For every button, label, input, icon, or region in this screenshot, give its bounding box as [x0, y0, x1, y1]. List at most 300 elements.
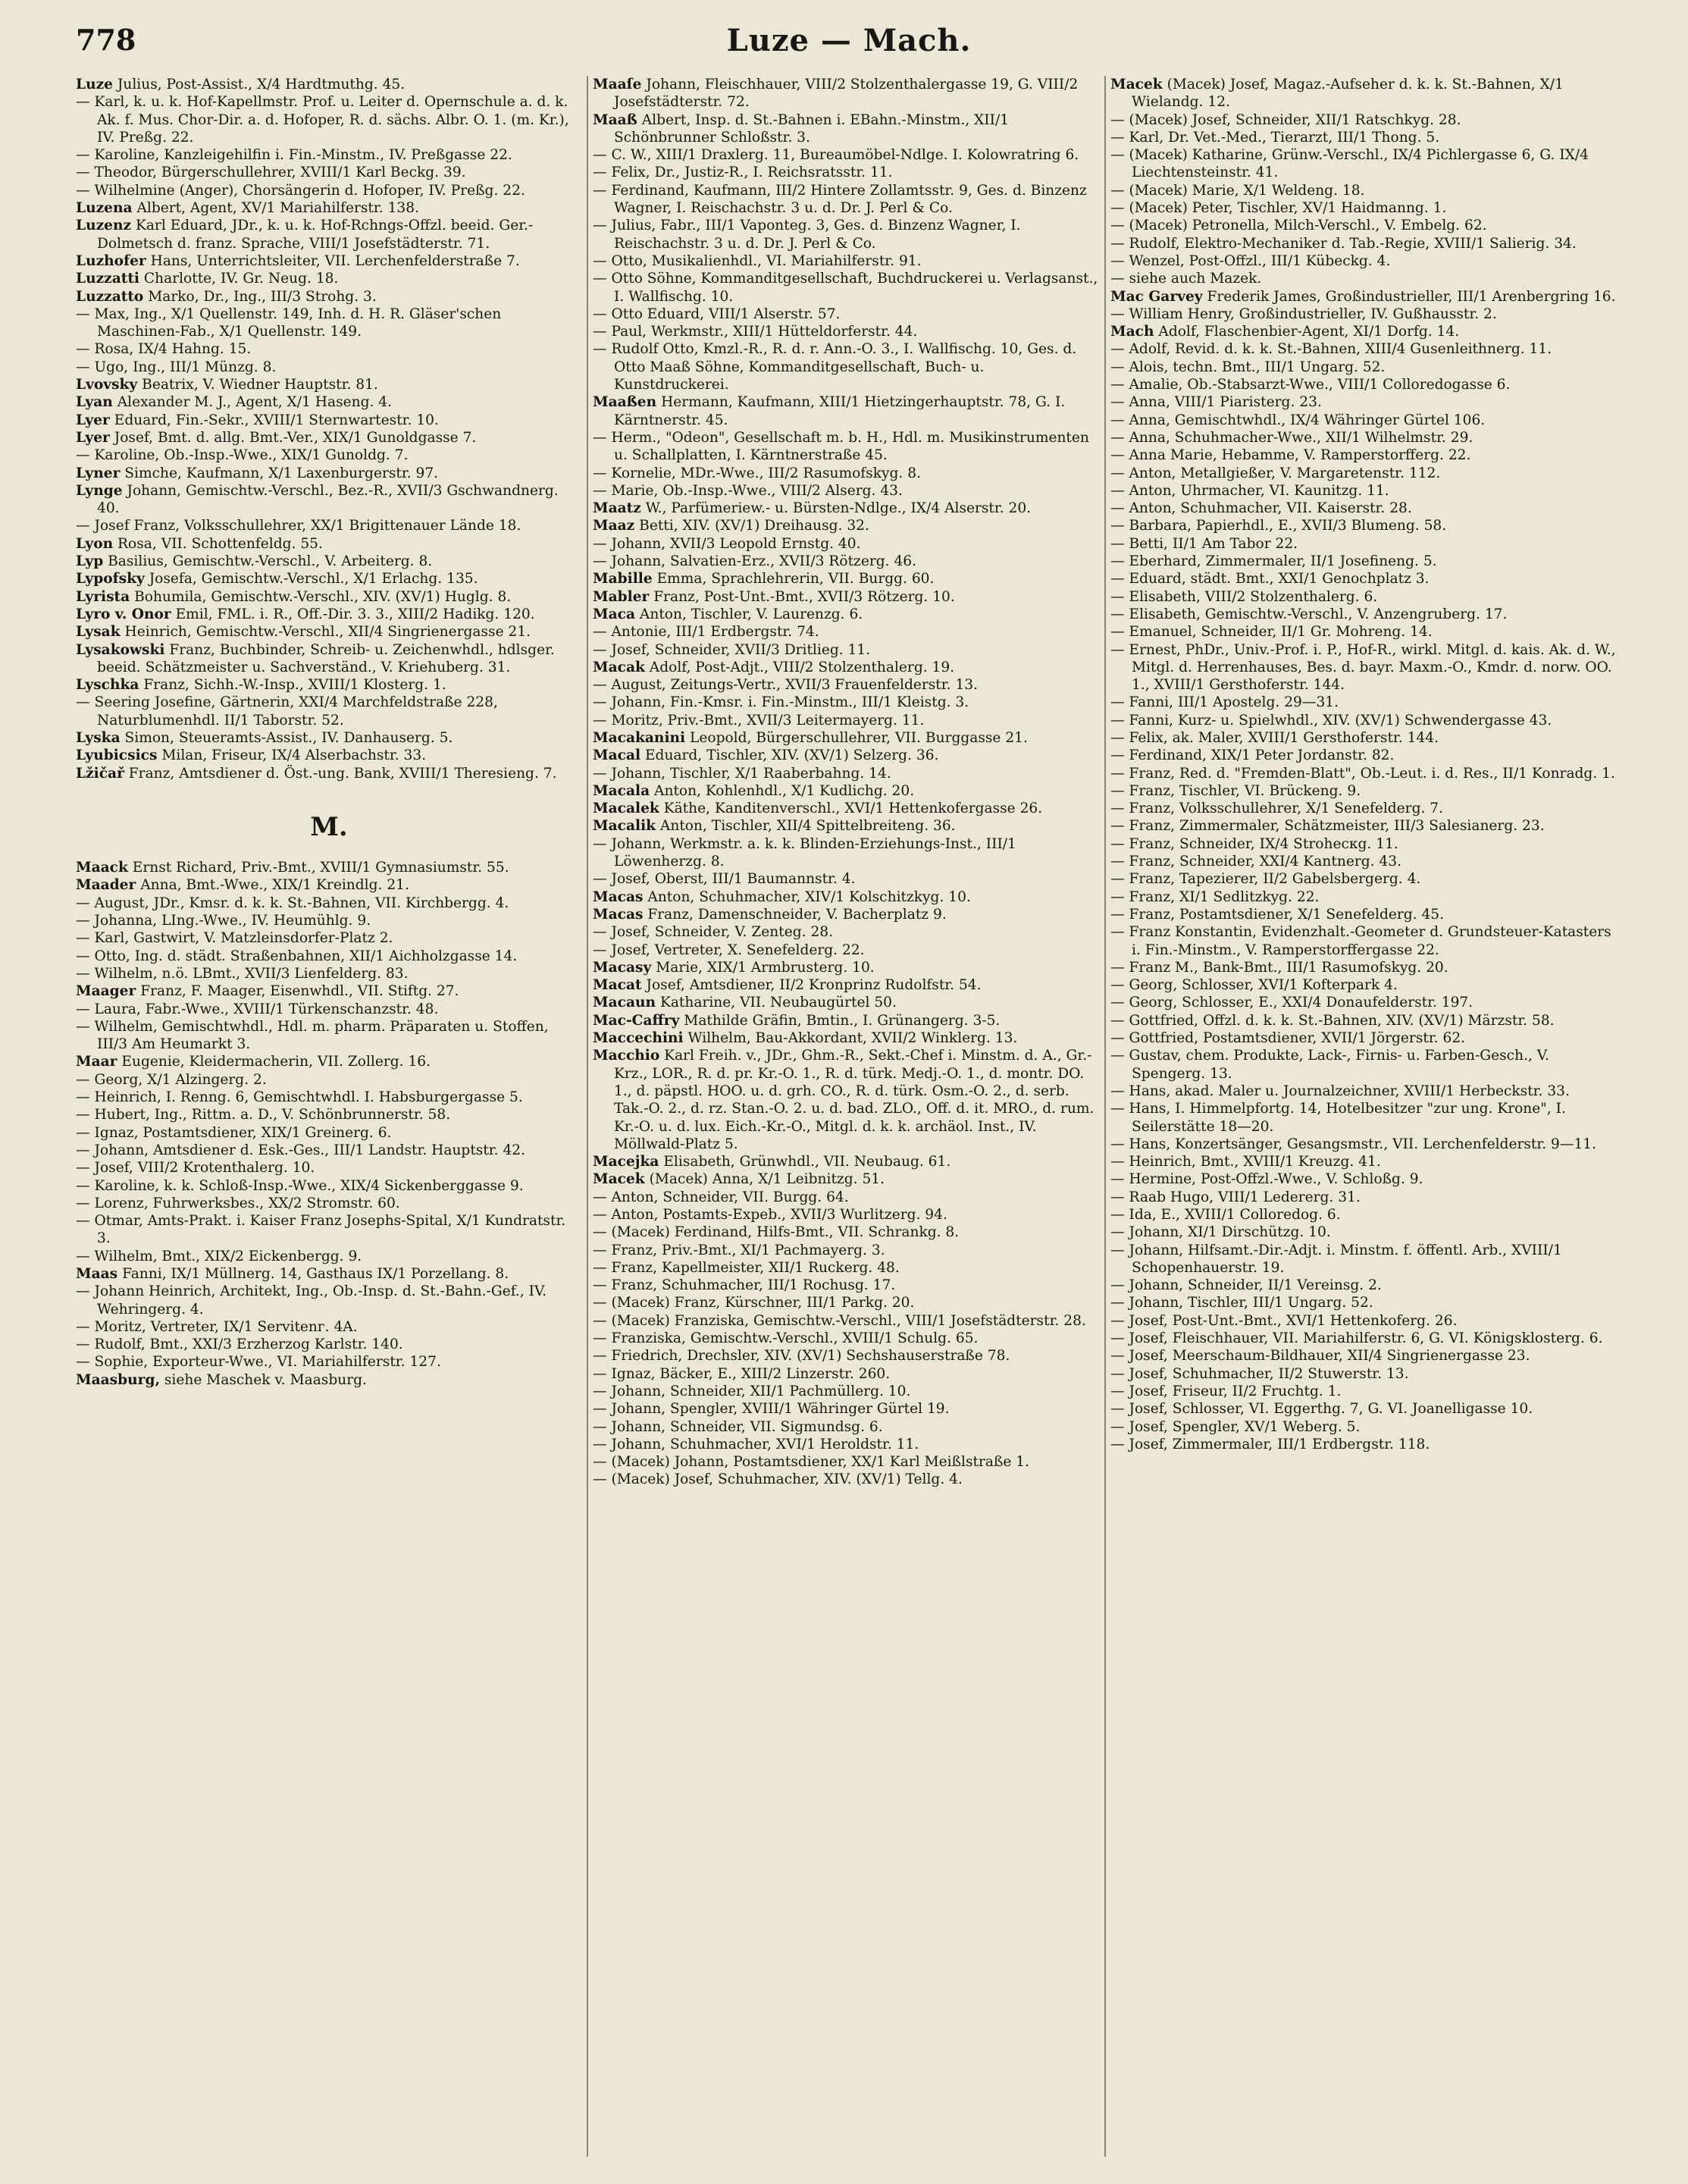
entry-text: — Wilhelm, Gemischtwhdl., Hdl. m. pharm. Präparaten u. Stoffen, III/3 Am Heumarkt 3. [76, 1018, 549, 1053]
directory-entry [1110, 888, 1617, 906]
directory-entry [1110, 641, 1617, 694]
column-1 [76, 76, 582, 2168]
directory-entry [1110, 376, 1617, 393]
entry-text: — (Macek) Ferdinand, Hilfs-Bmt., VII. Schrankg. 8. [593, 1224, 960, 1241]
directory-entry [593, 1047, 1099, 1153]
entry-text: — Friedrich, Drechsler, XIV. (XV/1) Sechshauserstraße 78. [593, 1348, 1010, 1365]
entry-text: — Moritz, Priv.-Bmt., XVII/3 Leitermayerg. 11. [593, 712, 925, 729]
entry-text: — Anton, Uhrmacher, VI. Kaunitzg. 11. [1110, 482, 1389, 499]
entry-text: Anton, Tischler, XII/4 Spittelbreiteng. 36. [656, 818, 956, 835]
directory-entry [1110, 1294, 1617, 1311]
entry-surname: Maar [76, 1054, 117, 1070]
entry-text: — Franziska, Gemischtw.-Verschl., XVIII/1 Schulg. 65. [593, 1330, 979, 1347]
entry-text: — Fanni, III/1 Apostelg. 29—31. [1110, 694, 1339, 711]
entry-text: — Georg, Schlosser, XVI/1 Kofterpark 4. [1110, 977, 1398, 994]
entry-text: — Sophie, Exporteur-Wwe., VI. Mariahilferstr. 127. [76, 1354, 441, 1371]
entry-text: Anton, Tischler, V. Laurenzg. 6. [635, 606, 863, 622]
entry-text: — August, Zeitungs-Vertr., XVII/3 Frauenfelderstr. 13. [593, 677, 979, 694]
directory-entry [1110, 146, 1617, 182]
entry-text: Marko, Dr., Ing., III/3 Strohg. 3. [143, 288, 377, 305]
directory-entry [593, 942, 1099, 959]
entry-text: Katharine, VII. Neubaugürtel 50. [656, 995, 897, 1011]
entry-text: Albert, Insp. d. St.-Bahnen i. EBahn.-Minstm., XII/1 Schönbrunner Schloßstr. 3. [614, 111, 1010, 146]
directory-entry [76, 859, 582, 876]
directory-entry [76, 217, 582, 252]
entry-surname: Macal [593, 747, 641, 764]
entry-text: — Johann, Schneider, II/1 Vereinsg. 2. [1110, 1277, 1382, 1294]
entry-text: Adolf, Flaschenbier-Agent, XI/1 Dorfg. 14. [1154, 324, 1460, 340]
directory-entry [593, 1400, 1099, 1418]
directory-entry [593, 553, 1099, 570]
directory-entry [76, 306, 582, 341]
directory-entry [76, 1371, 582, 1389]
directory-entry [1110, 517, 1617, 534]
entry-text: — Emanuel, Schneider, II/1 Gr. Mohreng. 14. [1110, 624, 1433, 641]
entry-text: — (Macek) Johann, Postamtsdiener, XX/1 Karl Meißlstraße 1. [593, 1454, 1030, 1471]
entry-text: — Heinrich, I. Renng. 6, Gemischtwhdl. I. Habsburgergasse 5. [76, 1089, 523, 1106]
column-1-entries-m [76, 859, 582, 1389]
entry-text: — Josef, Friseur, II/2 Fruchtg. 1. [1110, 1383, 1342, 1399]
entry-text: Hermann, Kaufmann, XIII/1 Hietzingerhauptstr. 78, G. I. Kärntnerstr. 45. [614, 394, 1066, 428]
directory-entry [593, 393, 1099, 429]
directory-entry [76, 1071, 582, 1089]
entry-surname: Lyska [76, 729, 121, 746]
directory-entry [593, 1012, 1099, 1029]
directory-entry [1110, 412, 1617, 429]
directory-entry [1110, 500, 1617, 517]
entry-text: — Adolf, Revid. d. k. k. St.-Bahnen, XIII/4 Gusenleithnerg. 11. [1110, 341, 1552, 358]
directory-entry [76, 1177, 582, 1195]
column-2-entries [593, 76, 1099, 1489]
entry-text: — Johann, Tischler, III/1 Ungarg. 52. [1110, 1295, 1373, 1311]
entry-text: Emil, FML. i. R., Off.-Dir. 3. 3., XIII/2 Hadikg. 120. [171, 606, 535, 622]
directory-entry [76, 535, 582, 553]
entry-surname: Lžičař [76, 765, 124, 782]
page-header [76, 23, 1622, 68]
directory-entry [593, 817, 1099, 835]
entry-text: — Franz, Tischler, VI. Brückeng. 9. [1110, 782, 1361, 799]
directory-entry [593, 270, 1099, 306]
entry-text: — Wenzel, Post-Offzl., III/1 Kübeckg. 4. [1110, 252, 1391, 269]
entry-text: — Ferdinand, XIX/1 Peter Jordanstr. 82. [1110, 747, 1395, 764]
directory-entry [1110, 1312, 1617, 1330]
directory-entry [1110, 359, 1617, 376]
directory-entry [1110, 1170, 1617, 1188]
entry-text: Josefa, Gemischtw.-Verschl., X/1 Erlachg. 135. [144, 571, 478, 588]
directory-entry [76, 982, 582, 1000]
entry-surname: Lyschka [76, 677, 139, 694]
directory-entry [593, 906, 1099, 923]
entry-text: — Franz, Postamtsdiener, X/1 Senefelderg. 45. [1110, 906, 1445, 923]
entry-surname: Macek [1110, 77, 1163, 92]
directory-entry [593, 146, 1099, 164]
entry-text: — siehe auch Mazek. [1110, 271, 1262, 287]
directory-entry [76, 270, 582, 287]
entry-text: Anton, Kohlenhdl., X/1 Kudlichg. 20. [650, 782, 915, 799]
entry-text: Betti, XIV. (XV/1) Dreihausg. 32. [634, 518, 869, 534]
entry-text: — Josef, Fleischhauer, VII. Mariahilferstr. 6, G. VI. Königsklosterg. 6. [1110, 1330, 1603, 1347]
entry-text: — Betti, II/1 Am Tabor 22. [1110, 535, 1298, 552]
column-rule-left [587, 76, 588, 2157]
entry-surname: Lvovsky [76, 377, 138, 393]
directory-entry [1110, 853, 1617, 870]
entry-surname: Luzzatto [76, 288, 144, 305]
directory-entry [76, 948, 582, 965]
entry-text: — Ernest, PhDr., Univ.-Prof. i. P., Hof-R., wirkl. Mitgl. d. kais. Ak. d. W., Mitgl. d. Herrenhauses, Bes. d. bayr. Maxm.-O., Kmdr. d. norw. OO. 1., XVIII/1 Gersthoferstr. 144. [1110, 641, 1616, 694]
directory-entry [593, 923, 1099, 941]
entry-text: Josef, Amtsdiener, II/2 Kronprinz Rudolfstr. 54. [641, 977, 982, 994]
directory-entry [1110, 1047, 1617, 1083]
directory-entry [1110, 535, 1617, 553]
entry-text: — Max, Ing., X/1 Quellenstr. 149, Inh. d. H. R. Gläser'schen Maschinen-Fab., X/1 Quellenstr. 149. [76, 306, 502, 340]
entry-text: — Karl, k. u. k. Hof-Kapellmstr. Prof. u. Leiter d. Opernschule a. d. k. Ak. f. Mus. Chor-Dir. a. d. Hofoper, R. d. sächs. Albr. O. 1. (m. Kr.), IV. Preßg. 22. [76, 94, 569, 146]
entry-text: — Anna, VIII/1 Piaristerg. 23. [1110, 394, 1322, 411]
directory-entry [1110, 235, 1617, 252]
directory-entry [1110, 1347, 1617, 1365]
directory-entry [593, 588, 1099, 606]
entry-text: — Amalie, Ob.-Stabsarzt-Wwe., VIII/1 Colloredogasse 6. [1110, 377, 1511, 393]
directory-entry [593, 623, 1099, 641]
entry-text: — Otto, Ing. d. städt. Straßenbahnen, XII/1 Aichholzgasse 14. [76, 948, 518, 964]
directory-entry [593, 1347, 1099, 1365]
directory-entry [76, 376, 582, 393]
entry-text: — (Macek) Franz, Kürschner, III/1 Parkg. 20. [593, 1295, 915, 1311]
entry-text: — Josef, VIII/2 Krotenthalerg. 10. [76, 1160, 315, 1177]
directory-entry [1110, 817, 1617, 835]
entry-text: — (Macek) Josef, Schneider, XII/1 Ratschkyg. 28. [1110, 111, 1461, 128]
directory-entry [593, 870, 1099, 888]
entry-surname: Macalek [593, 801, 659, 817]
directory-entry [1110, 870, 1617, 888]
directory-entry [593, 182, 1099, 218]
entry-text: — Johann, Schuhmacher, XVI/1 Heroldstr. 11. [593, 1436, 919, 1452]
directory-entry [76, 1159, 582, 1177]
entry-text: — Anton, Schuhmacher, VII. Kaiserstr. 28. [1110, 500, 1412, 517]
entry-text: — Josef, Spengler, XV/1 Weberg. 5. [1110, 1418, 1361, 1435]
entry-text: — Josef, Schlosser, VI. Eggerthg. 7, G. VI. Joanelligasse 10. [1110, 1401, 1533, 1418]
entry-text: — Josef, Zimmermaler, III/1 Erdbergstr. 118. [1110, 1436, 1430, 1452]
directory-entry [1110, 447, 1617, 464]
entry-text: Ernst Richard, Priv.-Bmt., XVIII/1 Gymnasiumstr. 55. [127, 860, 509, 876]
entry-surname: Lynge [76, 482, 123, 499]
directory-entry [1110, 835, 1617, 853]
entry-surname: Macaun [593, 995, 656, 1011]
entry-text: Alexander M. J., Agent, X/1 Haseng. 4. [112, 394, 393, 411]
entry-text: Franz, F. Maager, Eisenwhdl., VII. Stiftg. 27. [136, 983, 459, 1000]
directory-entry [1110, 994, 1617, 1011]
directory-entry [76, 1336, 582, 1353]
directory-entry [593, 1277, 1099, 1294]
running-title: Luze — Mach. [726, 23, 972, 58]
entry-text: Franz, Post-Unt.-Bmt., XVII/3 Rötzerg. 10. [649, 588, 955, 605]
entry-text: — Ida, E., XVIII/1 Colloredog. 6. [1110, 1207, 1341, 1223]
entry-surname: Maccechini [593, 1030, 684, 1047]
entry-surname: Maager [76, 983, 136, 1000]
entry-text: — Johann, Schneider, VII. Sigmundsg. 6. [593, 1418, 883, 1435]
entry-text: — Johann, Schneider, XII/1 Pachmüllerg. 10. [593, 1383, 911, 1399]
directory-entry [1110, 729, 1617, 747]
directory-entry [1110, 1242, 1617, 1277]
entry-text: — Johann, Tischler, X/1 Raaberbahng. 14. [593, 765, 891, 782]
directory-entry [593, 570, 1099, 588]
entry-surname: Lyrista [76, 588, 130, 605]
directory-entry [1110, 182, 1617, 199]
entry-text: Mathilde Gräfin, Bmtin., I. Grünangerg. 3-5. [679, 1012, 1001, 1029]
directory-entry [76, 1106, 582, 1123]
directory-entry [76, 694, 582, 729]
directory-entry [1110, 1100, 1617, 1136]
entry-text: — Anna Marie, Hebamme, V. Ramperstorfferg. 22. [1110, 447, 1471, 464]
entry-text: — Rosa, IX/4 Hahng. 15. [76, 341, 252, 358]
directory-entry [593, 1418, 1099, 1436]
entry-text: Bohumila, Gemischtw.-Verschl., XIV. (XV/1) Huglg. 8. [130, 588, 512, 605]
page-number: 778 [76, 23, 136, 57]
directory-entry [1110, 1436, 1617, 1453]
entry-text: — Rudolf Otto, Kmzl.-R., R. d. r. Ann.-O. 3., I. Wallfischg. 10, Ges. d. Otto Maaß Söhne, Kommanditgesellschaft, Buch- u. Kunstdruckerei. [593, 341, 1077, 393]
directory-entry [1110, 959, 1617, 976]
entry-surname: Maatz [593, 500, 641, 517]
directory-entry [1110, 270, 1617, 287]
entry-text: — August, JDr., Kmsr. d. k. k. St.-Bahnen, VII. Kirchbergg. 4. [76, 895, 509, 911]
entry-text: Anna, Bmt.-Wwe., XIX/1 Kreindlg. 21. [136, 877, 409, 894]
directory-entry [1110, 1330, 1617, 1347]
directory-entry [76, 912, 582, 929]
directory-entry [1110, 588, 1617, 606]
directory-entry [593, 1206, 1099, 1224]
entry-surname: Maack [76, 860, 128, 876]
entry-surname: Macejka [593, 1154, 659, 1170]
entry-surname: Luzenz [76, 218, 132, 234]
directory-entry [1110, 1189, 1617, 1206]
column-2 [593, 76, 1099, 2168]
entry-surname: Maaz [593, 518, 635, 534]
entry-text: — Fanni, Kurz- u. Spielwhdl., XIV. (XV/1) Schwendergasse 43. [1110, 712, 1552, 729]
directory-entry [593, 1170, 1099, 1188]
entry-text: — Theodor, Bürgerschullehrer, XVIII/1 Karl Beckg. 39. [76, 165, 466, 181]
directory-entry [593, 1453, 1099, 1471]
entry-surname: Maca [593, 606, 635, 622]
entry-text: Simon, Steueramts-Assist., IV. Danhauserg. 5. [120, 729, 453, 746]
entry-text: — Franz, Volksschullehrer, X/1 Senefelderg. 7. [1110, 801, 1444, 817]
entry-text: — Rudolf, Elektro-Mechaniker d. Tab.-Regie, XVIII/1 Salierig. 34. [1110, 235, 1577, 252]
entry-text: Adolf, Post-Adjt., VIII/2 Stolzenthalerg. 19. [644, 659, 955, 675]
entry-surname: Mac Garvey [1110, 288, 1203, 305]
directory-entry [1110, 694, 1617, 711]
entry-text: Charlotte, IV. Gr. Neug. 18. [139, 271, 339, 287]
entry-text: Johann, Gemischtw.-Verschl., Bez.-R., XVII/3 Gschwandnerg. 40. [97, 482, 559, 517]
entry-text: Albert, Agent, XV/1 Mariahilferstr. 138. [132, 200, 419, 217]
entry-text: — Laura, Fabr.-Wwe., XVIII/1 Türkenschanzstr. 48. [76, 1001, 439, 1017]
entry-text: — Franz, Zimmermaler, Schätzmeister, III/3 Salesianerg. 23. [1110, 818, 1545, 835]
directory-entry [593, 888, 1099, 906]
entry-text: — Moritz, Vertreter, IX/1 Servitenг. 4A. [76, 1318, 358, 1335]
directory-entry [593, 535, 1099, 553]
entry-text: — Karl, Dr. Vet.-Med., Tierarzt, III/1 Thong. 5. [1110, 129, 1440, 146]
entry-surname: Macalik [593, 818, 656, 835]
entry-text: — Gottfried, Postamtsdiener, XVII/1 Jörgerstr. 62. [1110, 1030, 1466, 1047]
directory-entry [593, 1436, 1099, 1453]
entry-text: — Eduard, städt. Bmt., XXI/1 Genochplatz 3. [1110, 571, 1430, 588]
entry-text: — Wilhelmine (Anger), Chorsängerin d. Hofoper, IV. Preßg. 22. [76, 182, 525, 199]
directory-entry [593, 959, 1099, 976]
directory-entry [1110, 1083, 1617, 1100]
directory-entry [593, 164, 1099, 181]
directory-entry [1110, 712, 1617, 729]
entry-text: — Johann Heinrich, Architekt, Ing., Ob.-Insp. d. St.-Bahn.-Gef., IV. Wehringerg. 4. [76, 1283, 547, 1318]
entry-text: — (Macek) Petronella, Milch-Verschl., V. Embelg. 62. [1110, 218, 1487, 234]
entry-text: Basilius, Gemischtw.-Verschl., V. Arbeiterg. 8. [103, 553, 433, 570]
entry-text: — Felix, ak. Maler, XVIII/1 Gersthoferstr. 144. [1110, 729, 1439, 746]
directory-entry [1110, 906, 1617, 923]
directory-entry [1110, 1206, 1617, 1224]
directory-entry [1110, 1365, 1617, 1383]
entry-surname: Lyubicsics [76, 747, 158, 764]
directory-entry [76, 164, 582, 181]
directory-entry [76, 252, 582, 270]
entry-text: siehe Maschek v. Maasburg. [159, 1371, 367, 1388]
entry-surname: Luzhofer [76, 252, 146, 269]
directory-entry [76, 393, 582, 411]
directory-entry [1110, 1153, 1617, 1170]
entry-text: — Johann, Hilfsamt.-Dir.-Adjt. i. Minstm. f. öffentl. Arb., XVIII/1 Schopenhauerstr. 19. [1110, 1242, 1562, 1276]
entry-text: — Ignaz, Bäcker, E., XIII/2 Linzerstr. 260. [593, 1365, 891, 1382]
entry-text: — Johann, Fin.-Kmsr. i. Fin.-Minstm., III/1 Kleistg. 3. [593, 694, 969, 711]
directory-entry [593, 1383, 1099, 1400]
entry-text: — Hubert, Ing., Rittm. a. D., V. Schönbrunnerstr. 58. [76, 1107, 451, 1123]
directory-entry [1110, 1400, 1617, 1418]
column-3-entries [1110, 76, 1617, 1453]
directory-entry [1110, 1224, 1617, 1241]
directory-entry [76, 676, 582, 694]
entry-text: — Georg, X/1 Alzingerg. 2. [76, 1071, 267, 1088]
entry-text: Johann, Fleischhauer, VIII/2 Stolzenthalergasse 19, G. VIII/2 Josefstädterstr. 72. [614, 77, 1079, 111]
directory-entry [1110, 129, 1617, 146]
entry-surname: Lyp [76, 553, 104, 570]
directory-entry [593, 1259, 1099, 1277]
directory-entry [593, 1242, 1099, 1259]
entry-text: — Gottfried, Offzl. d. k. k. St.-Bahnen, XIV. (XV/1) Märzstr. 58. [1110, 1012, 1555, 1029]
entry-text: — Hans, akad. Maler u. Journalzeichner, XVIII/1 Herbeckstr. 33. [1110, 1083, 1570, 1099]
entry-text: — Josef, Schneider, V. Zenteg. 28. [593, 924, 834, 941]
directory-entry [76, 588, 582, 606]
entry-surname: Maaß [593, 111, 637, 128]
entry-text: Hans, Unterrichtsleiter, VII. Lerchenfelderstraße 7. [146, 252, 520, 269]
entry-surname: Mabler [593, 588, 650, 605]
entry-surname: Macak [593, 659, 645, 675]
directory-entry [1110, 465, 1617, 482]
directory-entry [76, 1318, 582, 1336]
entry-text: — C. W., XIII/1 Draxlerg. 11, Bureaumöbel-Ndlge. I. Kolowratring 6. [593, 147, 1079, 164]
entry-text: — Anton, Schneider, VII. Burgg. 64. [593, 1189, 849, 1205]
directory-entry [1110, 252, 1617, 270]
entry-text: — Otto Söhne, Kommanditgesellschaft, Buchdruckerei u. Verlagsanst., I. Wallfischg. 10. [593, 271, 1098, 305]
directory-entry [1110, 1136, 1617, 1153]
directory-entry [76, 1353, 582, 1371]
entry-text: Eugenie, Kleidermacherin, VII. Zollerg. 16. [117, 1054, 431, 1070]
directory-entry [1110, 288, 1617, 306]
directory-entry [76, 623, 582, 641]
directory-entry [1110, 765, 1617, 782]
entry-surname: Mabille [593, 571, 653, 588]
directory-entry [76, 729, 582, 747]
directory-entry [76, 288, 582, 306]
directory-entry [1110, 482, 1617, 500]
directory-entry [593, 306, 1099, 323]
directory-entry [593, 835, 1099, 871]
directory-entry [76, 895, 582, 912]
directory-entry [76, 182, 582, 199]
entry-surname: Lyer [76, 412, 110, 428]
entry-text: — Ugo, Ing., III/1 Münzg. 8. [76, 359, 277, 375]
entry-text: — Johann, XI/1 Dirschützg. 10. [1110, 1224, 1331, 1241]
entry-text: — Elisabeth, Gemischtw.-Verschl., V. Anzengruberg. 17. [1110, 606, 1508, 622]
entry-text: Eduard, Tischler, XIV. (XV/1) Selzerg. 36. [640, 747, 939, 764]
directory-entry [593, 676, 1099, 694]
entry-text: — (Macek) Marie, X/1 Weldeng. 18. [1110, 182, 1365, 199]
entry-text: — Josef, Schuhmacher, II/2 Stuwerstr. 13. [1110, 1365, 1409, 1382]
directory-entry [593, 111, 1099, 147]
entry-text: Beatrix, V. Wiedner Hauptstr. 81. [137, 377, 378, 393]
directory-entry [76, 1283, 582, 1318]
entry-text: — Alois, techn. Bmt., III/1 Ungarg. 52. [1110, 359, 1386, 375]
directory-entry [593, 482, 1099, 500]
entry-text: — Georg, Schlosser, E., XXI/4 Donaufelderstr. 197. [1110, 995, 1473, 1011]
entry-surname: Maaſe [593, 77, 642, 92]
directory-entry [1110, 323, 1617, 340]
directory-entry [76, 359, 582, 376]
directory-entry [593, 517, 1099, 534]
entry-text: — Anton, Postamts-Expeb., XVII/3 Wurlitzerg. 94. [593, 1207, 947, 1223]
directory-entry [76, 93, 582, 146]
directory-entry [593, 976, 1099, 994]
directory-entry [1110, 76, 1617, 111]
entry-text: — Gustav, chem. Produkte, Lack-, Firnis- u. Farben-Gesch., V. Spengerg. 13. [1110, 1048, 1549, 1082]
directory-entry [1110, 111, 1617, 129]
directory-entry [76, 517, 582, 534]
directory-entry [76, 1142, 582, 1159]
directory-entry [1110, 217, 1617, 234]
directory-entry [76, 1089, 582, 1106]
entry-surname: Lypofsky [76, 571, 145, 588]
entry-surname: Macala [593, 782, 650, 799]
entry-text: — Franz, Kapellmeister, XII/1 Ruckerg. 48. [593, 1259, 900, 1276]
entry-text: — Otto, Musikalienhdl., VI. Mariahilferstr. 91. [593, 252, 922, 269]
entry-text: — Franz M., Bank-Bmt., III/1 Rasumofskyg. 20. [1110, 959, 1448, 976]
entry-surname: Macas [593, 888, 644, 905]
entry-text: — Johanna, LIng.-Wwe., IV. Heumühlg. 9. [76, 913, 371, 929]
directory-entry [1110, 1029, 1617, 1047]
entry-surname: Luzzatti [76, 271, 139, 287]
entry-surname: Lysak [76, 624, 121, 641]
entry-text: Simche, Kaufmann, X/1 Laxenburgerstr. 97. [120, 465, 439, 481]
directory-entry [593, 606, 1099, 623]
entry-text: Karl Eduard, JDr., k. u. k. Hof-Rchngs-Offzl. beeid. Ger.-Dolmetsch d. franz. Sprache, VIII/1 Josefstädterstr. 71. [97, 218, 534, 252]
entry-surname: Macakanini [593, 729, 686, 746]
directory-entry [593, 465, 1099, 482]
directory-entry [76, 965, 582, 982]
entry-surname: Luzena [76, 200, 133, 217]
directory-entry [1110, 606, 1617, 623]
directory-entry [593, 217, 1099, 252]
directory-entry [76, 929, 582, 947]
directory-entry [76, 747, 582, 764]
entry-text: — Ignaz, Postamtsdiener, XIX/1 Greinerg. 6. [76, 1124, 392, 1141]
directory-entry [76, 641, 582, 677]
entry-text: — Antonie, III/1 Erdbergstr. 74. [593, 624, 819, 641]
entry-text: (Macek) Josef, Magaz.-Aufseher d. k. k. St.-Bahnen, X/1 Wielandg. 12. [1132, 77, 1564, 111]
directory-entry [593, 641, 1099, 659]
entry-text: — Johann, Werkmstr. a. k. k. Blinden-Erziehungs-Inst., III/1 Löwenherzg. 8. [593, 835, 1016, 870]
